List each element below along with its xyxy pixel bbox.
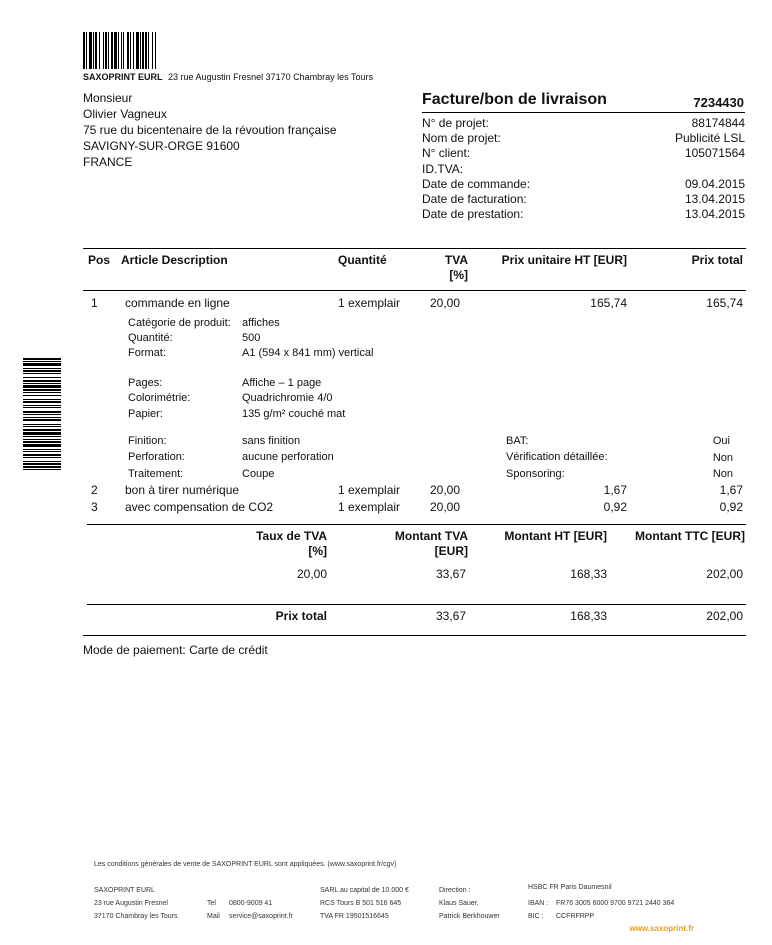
summary-header-taux-line1: Taux de TVA [256,529,327,543]
footer-line: Patrick Berkhouwer [439,913,500,920]
footer-contact-values [229,897,293,923]
detail-label: Pages: [128,377,163,389]
field-label: Nom de projet: [422,131,501,146]
col-header-tva-line2: [%] [449,268,468,282]
detail-label: Quantité: [128,332,173,344]
footer-label: Tel [207,900,216,907]
extra-detail-label: Vérification détaillée: [506,451,608,463]
recipient-line: Monsieur [83,91,133,105]
invoice-field-row [422,146,745,161]
footer-label: Mail [207,913,220,920]
footer-line: SARL au capital de 10.000 € [320,887,409,894]
item-tva: 20,00 [430,500,461,514]
detail-value: A1 (594 x 841 mm) vertical [242,347,374,359]
summary-total-ttc: 202,00 [706,609,743,623]
footer-bank-name: HSBC FR Paris Daumesnil [528,884,612,891]
item-unit-price: 165,74 [590,296,627,310]
detail-value: Coupe [242,468,275,480]
summary-total-ht: 168,33 [570,609,607,623]
detail-value: Affiche – 1 page [242,377,322,389]
item-tva: 20,00 [430,483,461,497]
invoice-field-row [422,116,745,131]
item-pos: 2 [91,483,98,497]
field-label: ID.TVA: [422,161,464,176]
table-header-divider [83,290,746,291]
item-unit-price: 1,67 [603,483,627,497]
item-desc: avec compensation de CO2 [125,500,274,514]
field-value: 105071564 [684,146,745,161]
detail-label: Catégorie de produit: [128,317,231,329]
field-value: 13.04.2015 [684,207,745,222]
item-qty: 1 exemplair [338,296,401,310]
item-pos: 1 [91,296,98,310]
summary-montant-ht: 168,33 [570,567,607,581]
recipient-line: SAVIGNY-SUR-ORGE 91600 [83,139,240,153]
field-value: Publicité LSL [674,131,745,146]
footer-line: SAXOPRINT EURL [94,887,155,894]
recipient-address [83,90,337,170]
item-unit-price: 0,92 [603,500,627,514]
detail-label: Colorimétrie: [128,392,191,404]
footer-bank-values [556,897,674,923]
summary-top-border [87,524,746,525]
payment-method: Mode de paiement: Carte de crédit [83,643,268,657]
detail-label: Format: [128,347,166,359]
summary-total-tva: 33,67 [435,609,466,623]
detail-value: Quadrichromie 4/0 [242,392,333,404]
detail-label: Finition: [128,435,167,447]
invoice-field-row [422,192,745,207]
item-tva: 20,00 [430,296,461,310]
col-header-pos: Pos [88,253,111,267]
invoice-field-row [422,131,745,146]
barcode-side [23,358,61,510]
detail-value: 500 [242,332,261,344]
recipient-line: Olivier Vagneux [83,107,167,121]
footer-label: IBAN : [528,900,549,907]
summary-header-taux [227,529,327,559]
col-header-article: Article Description [121,253,228,267]
field-label: Date de commande: [422,176,531,191]
col-header-tva-line1: TVA [444,253,468,267]
extra-detail-label: BAT: [506,435,529,447]
footer-conditions: Les conditions générales de vente de SAXOPRINT EURL sont appliquées. (www.saxoprint.fr/cgv) [94,861,397,868]
summary-header-taux-line2: [%] [308,544,327,558]
footer-line: TVA FR 19501516645 [320,913,389,920]
field-value: 09.04.2015 [684,176,745,191]
extra-detail-value: Non [712,452,733,464]
footer-bank-labels [528,897,548,923]
field-label: N° client: [422,146,471,161]
summary-header-montant-ht: Montant HT [EUR] [504,529,607,543]
col-header-quantite: Quantité [338,253,387,267]
col-header-prix-total: Prix total [691,253,743,267]
item-desc: commande en ligne [125,296,230,310]
col-header-tva [408,253,468,283]
footer-bic: CCFRFRPP [556,913,595,920]
item-qty: 1 exemplair [338,483,401,497]
sender-line [83,72,373,82]
footer-direction [439,884,500,923]
item-qty: 1 exemplair [338,500,401,514]
field-label: N° de projet: [422,116,489,130]
sender-company: SAXOPRINT EURL [83,72,163,82]
field-value: 88174844 [691,116,745,130]
sender-address: 23 rue Augustin Fresnel 37170 Chambray les Tours [168,72,373,82]
item-pos: 3 [91,500,98,514]
footer-line: 37170 Chambray les Tours [94,913,178,920]
detail-value: affiches [242,317,280,329]
item-total-price: 0,92 [719,500,743,514]
col-header-prix-unitaire: Prix unitaire HT [EUR] [501,253,627,267]
summary-taux: 20,00 [296,567,327,581]
summary-total-divider [87,604,746,605]
invoice-number: 7234430 [693,95,744,110]
invoice-field-row [422,177,745,192]
extra-detail-label: Sponsoring: [506,468,565,480]
detail-label: Traitement: [128,468,184,480]
footer-email: service@saxoprint.fr [229,913,293,920]
barcode-top [83,32,179,69]
summary-montant-ttc: 202,00 [706,567,743,581]
invoice-title-divider [422,112,745,113]
item-total-price: 1,67 [719,483,743,497]
extra-detail-value: Non [712,468,733,480]
footer-contact-labels [207,897,220,923]
summary-bottom-border [83,635,746,636]
footer-line: 23 rue Augustin Fresnel [94,900,168,907]
recipient-line: FRANCE [83,155,133,169]
footer-line: Klaus Sauer, [439,900,479,907]
recipient-line: 75 rue du bicentenaire de la révoution française [83,123,337,137]
summary-total-label: Prix total [275,609,327,623]
item-total-price: 165,74 [706,296,743,310]
invoice-field-row [422,207,745,222]
footer-company [94,884,178,923]
field-label: Date de prestation: [422,207,524,222]
footer-line: Direction : [439,887,471,894]
detail-label: Perforation: [128,451,185,463]
field-value: 13.04.2015 [684,192,745,207]
summary-header-montant-tva-line2: [EUR] [434,544,468,558]
footer-line: RCS Tours B 501 516 645 [320,900,402,907]
summary-header-montant-tva [366,529,468,559]
summary-header-montant-tva-line1: Montant TVA [394,529,468,543]
item-desc: bon à tirer numérique [125,483,240,497]
invoice-field-row [422,162,745,177]
footer-website-link[interactable]: www.saxoprint.fr [629,924,694,933]
footer-legal [320,884,409,923]
extra-detail-value: Oui [712,435,730,447]
detail-value: 135 g/m² couché mat [242,408,346,420]
invoice-title: Facture/bon de livraison [422,91,607,108]
footer-phone: 0800-9009 41 [229,900,273,907]
detail-value: sans finition [242,435,301,447]
invoice-fields [422,116,745,222]
summary-header-montant-ttc: Montant TTC [EUR] [635,529,745,543]
field-label: Date de facturation: [422,192,527,207]
footer-label: BIC : [528,913,544,920]
footer-iban: FR76 3005 6000 9700 9721 2440 364 [556,900,675,907]
detail-value: aucune perforation [242,451,334,463]
summary-montant-tva: 33,67 [435,567,466,581]
detail-label: Papier: [128,408,163,420]
table-top-border [83,248,746,249]
